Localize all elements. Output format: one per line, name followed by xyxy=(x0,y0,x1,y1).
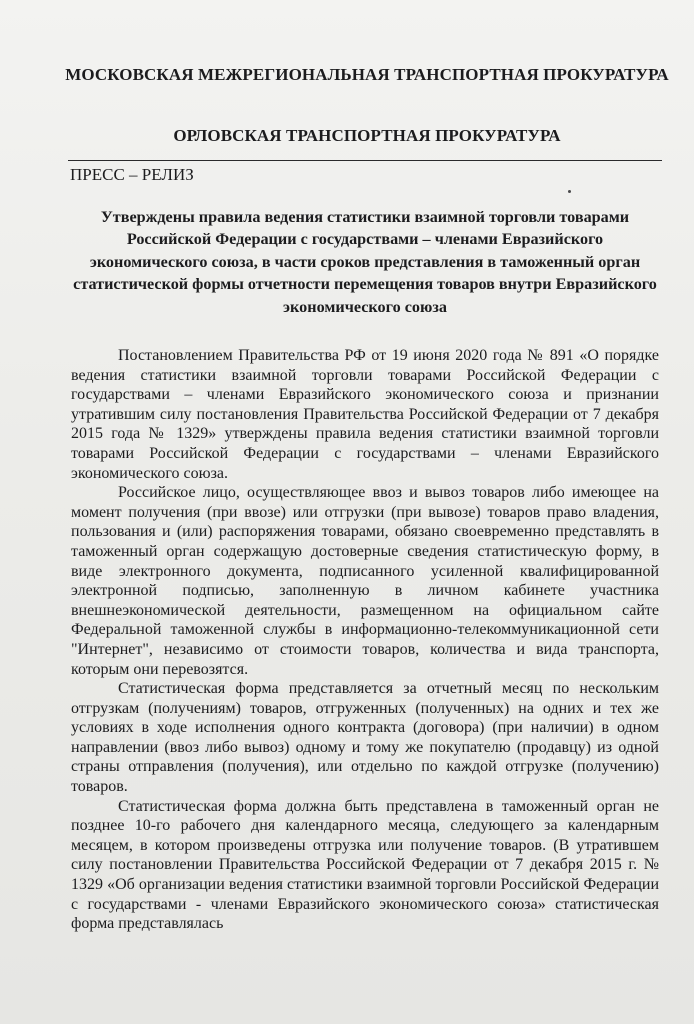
body-paragraph: Российское лицо, осуществляющее ввоз и вывоз товаров либо имеющее на момент получения (при ввозе) или отгрузки (при вывозе) товаров право владения, пользования и (или) распоряжения товарами, обязано своевременно представлять в таможенный орган содержащую достоверные сведения статистическую форму, в виде электронного документа, подписанного усиленной квалифицированной электронной подписью, заполненную в личном кабинете участника внешнеэкономической деятельности, размещенном на официальном сайте Федеральной таможенной службы в информационно-телекоммуникационной сети "Интернет", независимо от стоимости товаров, количества и вида транспорта, которым они перевозятся. xyxy=(71,484,659,678)
header-divider xyxy=(68,160,662,161)
body-paragraph: Статистическая форма должна быть представлена в таможенный орган не позднее 10-го рабочего дня календарного месяца, следующего за календарным месяцем, в котором произведены отгрузка или получение товаров. (В утратившем силу постановлении Правительства Российской Федерации от 7 декабря 2015 г. № 1329 «Об организации ведения статистики взаимной торговли Российской Федерации с государствами - членами Евразийского экономического союза» статистическая форма представлялась xyxy=(71,797,659,933)
paper-speck xyxy=(568,190,571,193)
body-paragraph: Статистическая форма представляется за отчетный месяц по нескольким отгрузкам (получениям) товаров, отгруженных (полученных) на одних и тех же условиях в ходе исполнения одного контракта (договора) (при наличии) в одном направлении (ввоз либо вывоз) одному и тому же покупателю (продавцу) из одной страны отправления (получения), или отдельно по каждой отгрузке (получению) товаров. xyxy=(71,680,659,796)
agency-title: МОСКОВСКАЯ МЕЖРЕГИОНАЛЬНАЯ ТРАНСПОРТНАЯ ПРОКУРАТУРА xyxy=(65,65,669,84)
document-type-label: ПРЕСС – РЕЛИЗ xyxy=(70,165,194,184)
department-title: ОРЛОВСКАЯ ТРАНСПОРТНАЯ ПРОКУРАТУРА xyxy=(173,126,561,145)
press-release-headline: Утверждены правила ведения статистики взаимной торговли товарами Российской Федерации с государствами – членами Евразийского экономического союза, в части сроков представления в таможенный орган статистической формы отчетности перемещения товаров внутри Евразийского экономического союза xyxy=(73,208,657,316)
body-paragraph: Постановлением Правительства РФ от 19 июня 2020 года № 891 «О порядке ведения статистики взаимной торговли товарами Российской Федерации с государствами – членами Евразийского экономического союза и признании утратившим силу постановления Правительства Российской Федерации от 7 декабря 2015 года № 1329» утверждены правила ведения статистики взаимной торговли товарами Российской Федерации с государствами – членами Евразийского экономического союза. xyxy=(71,347,659,482)
press-release-body xyxy=(71,346,659,934)
